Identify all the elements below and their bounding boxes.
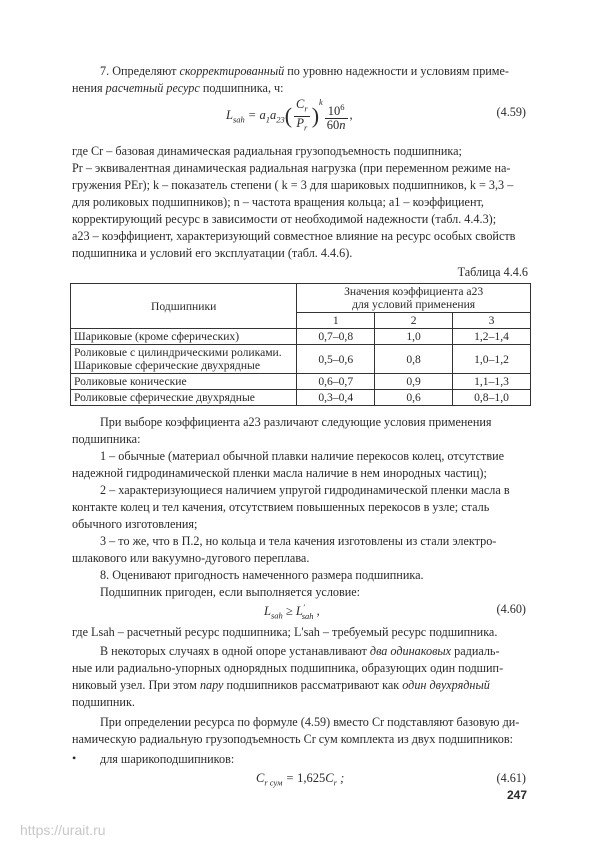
conditions-line-10: 8. Оценивают пригодность намеченного размера подшипника. xyxy=(100,568,424,582)
text-italic: один двухрядный xyxy=(402,678,490,692)
table-header-row xyxy=(71,284,531,313)
coefficient-table xyxy=(70,283,531,406)
row-name: Шариковые (кроме сферических) xyxy=(71,329,297,345)
cell: 1,0–1,2 xyxy=(453,345,531,374)
conditions-line-5: 2 – характеризующиеся наличием упругой гидродинамической пленки масла в xyxy=(100,483,510,497)
pair-line-3 xyxy=(72,677,530,693)
where-line-4: для роликовых подшипников); n – частота вращения кольца; a1 – коэффициент, xyxy=(72,195,484,209)
header-group-line1: Значения коэффициента a23 xyxy=(344,285,484,298)
table-row xyxy=(71,329,531,345)
conditions-line-2: подшипника: xyxy=(72,432,141,446)
conditions-line-8: 3 – то же, что в П.2, но кольца и тела качения изготовлены из стали электро- xyxy=(100,534,497,548)
conditions-line-6: контакте колец и тел качения, отсутствием повышенных перекосов в узле; сталь xyxy=(72,500,490,514)
text: В некоторых случаях в одной опоре устанавливают xyxy=(100,644,370,658)
table-row xyxy=(71,374,531,390)
text: 7. Определяют xyxy=(100,64,180,78)
subheader-cell: 3 xyxy=(453,313,531,329)
text: нения xyxy=(72,81,106,95)
formula-4-60: $L_{sah} \ge L'_{sah}$ , xyxy=(264,602,320,621)
conditions-line-1: При выборе коэффициента a23 различают следующие условия применения xyxy=(100,415,492,429)
pair-line-2: ные или радиально-упорных однорядных подшипника, образующих один подшип- xyxy=(72,661,504,675)
pair-line-4: подшипник. xyxy=(72,695,135,709)
para7-line2 xyxy=(72,80,530,96)
conditions-line-4: надежной гидродинамической пленки масла наличие в нем инородных частиц); xyxy=(72,466,487,480)
table-row xyxy=(71,390,531,406)
conditions-line-7: обычного изготовления; xyxy=(72,517,198,531)
bullet-text: для шарикоподшипников: xyxy=(100,752,235,766)
cell: 0,8–1,0 xyxy=(453,390,531,406)
where-line-5: корректирующий ресурс в зависимости от необходимой надежности (табл. 4.4.3); xyxy=(72,212,497,226)
formula-4-59: $L_{sah} = a_1a_{23}$( $\frac{C_r}{P_r}$ )$^k$ $\frac{10^6}{60n}$ , xyxy=(226,97,353,133)
row-name xyxy=(71,345,297,374)
text-italic: скорректированный xyxy=(179,64,285,78)
header-coefficient-group xyxy=(297,284,531,313)
formula-4-61: $C_{r сум} = 1,625C_r$ ; xyxy=(256,771,345,788)
where-line-7: подшипника и условий его эксплуатации (табл. 4.4.6). xyxy=(72,246,353,260)
where-4-60: где Lsah – расчетный ресурс подшипника; L'sah – требуемый ресурс подшипника. xyxy=(72,625,498,639)
cell: 0,6–0,7 xyxy=(297,374,375,390)
cell: 0,3–0,4 xyxy=(297,390,375,406)
pair-line-1 xyxy=(72,643,530,659)
text: по уровню надежности и условиям приме- xyxy=(284,64,509,78)
cell: 0,8 xyxy=(375,345,453,374)
cell: 1,0 xyxy=(375,329,453,345)
cell: 0,7–0,8 xyxy=(297,329,375,345)
where-line-6: a23 – коэффициент, характеризующий совместное влияние на ресурс особых свойств xyxy=(72,229,516,243)
row-name-line2: Шариковые сферические двухрядные xyxy=(74,359,260,372)
text-italic: пару xyxy=(199,678,224,692)
text: радиаль- xyxy=(451,644,500,658)
cell: 0,5–0,6 xyxy=(297,345,375,374)
resource-line-1: При определении ресурса по формуле (4.59) вместо Cr подставляют базовую ди- xyxy=(100,715,520,729)
text-italic: расчетный ресурс xyxy=(105,81,200,95)
equation-number-4-59: (4.59) xyxy=(496,105,526,119)
subheader-cell: 1 xyxy=(297,313,375,329)
equation-number-4-61: (4.61) xyxy=(496,771,526,785)
where-line-2: Pr – эквивалентная динамическая радиальная нагрузка (при переменном режиме на- xyxy=(72,161,511,175)
text: никовый узел. При этом xyxy=(72,678,200,692)
row-name: Роликовые сферические двухрядные xyxy=(71,390,297,406)
table-row xyxy=(71,345,531,374)
watermark-link[interactable]: https://urait.ru xyxy=(20,822,106,838)
text: подшипников рассматривают как xyxy=(223,678,403,692)
text-italic: два одинаковых xyxy=(369,644,452,658)
cell: 0,9 xyxy=(375,374,453,390)
resource-line-2: намическую радиальную грузоподъемность Cr сум комплекта из двух подшипников: xyxy=(72,732,513,746)
para7-line1 xyxy=(72,63,530,79)
equation-number-4-60: (4.60) xyxy=(496,602,526,616)
header-group-line2: для условий применения xyxy=(352,298,476,311)
conditions-line-3: 1 – обычные (материал обычной плавки наличие перекосов колец, отсутствие xyxy=(100,449,505,463)
cell: 1,1–1,3 xyxy=(453,374,531,390)
conditions-line-9: шлакового или вакуумно-дугового переплава. xyxy=(72,551,310,565)
where-line-1: где Cr – базовая динамическая радиальная грузоподъемность подшипника; xyxy=(72,144,462,158)
where-line-3: гружения PEr); k – показатель степени ( k = 3 для шариковых подшипников, k = 3,3 – xyxy=(72,178,514,192)
page-number: 247 xyxy=(506,788,527,802)
text: подшипника, ч: xyxy=(199,81,284,95)
row-name: Роликовые конические xyxy=(71,374,297,390)
row-name-line1: Роликовые с цилиндрическими роликами. xyxy=(74,346,282,359)
cell: 0,6 xyxy=(375,390,453,406)
cell: 1,2–1,4 xyxy=(453,329,531,345)
subheader-cell: 2 xyxy=(375,313,453,329)
header-bearings: Подшипники xyxy=(71,284,297,329)
bullet-symbol: • xyxy=(72,751,77,765)
table-caption: Таблица 4.4.6 xyxy=(457,265,528,279)
conditions-line-11: Подшипник пригоден, если выполняется условие: xyxy=(100,585,361,599)
